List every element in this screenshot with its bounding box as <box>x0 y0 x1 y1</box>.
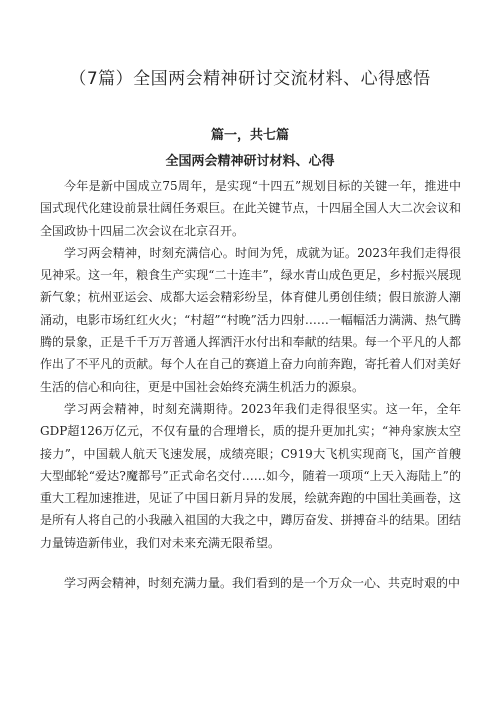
paragraph-confidence: 学习两会精神，时刻充满信心。时间为凭，成就为证。2023年我们走得很见神采。这一年，粮食生产实现“二十连丰”，绿水青山成色更足，乡村振兴展现新气象；杭州亚运会、成都大运会精彩纷呈，体育健儿勇创佳绩；假日旅游人潮涌动，电影市场红红火火；“村超”“村晚”活力四射……一幅幅活力满满、热气腾腾的景象，正是千千万万普通人挥洒汗水付出和奉献的结果。每一个平凡的人都作出了不平凡的贡献。每个人在自己的赛道上奋力向前奔跑，寄托着人们对美好生活的信心和向往，更是中国社会始终充满生机活力的源泉。 <box>40 245 461 394</box>
body-text <box>40 175 461 594</box>
document-title: （7篇）全国两会精神研讨交流材料、心得感悟 <box>69 69 431 89</box>
paragraph-strength: 学习两会精神，时刻充满力量。我们看到的是一个万众一心、共克时艰的中 <box>64 576 461 591</box>
section-heading: 篇一，共七篇 <box>210 128 289 143</box>
paragraph-expectation: 学习两会精神，时刻充满期待。2023年我们走得很坚实。这一年，全年GDP超126万亿元，不仅有量的合理增长，质的提升更加扎实；“神舟家族太空接力”，中国载人航天飞速发展，成绩亮眼；C919大飞机实现商飞，国产首艘大型邮轮“爱达?魔都号”正式命名交付……如今，随着一项项“上天入海陆上”的重大工程加速推进，见证了中国日新月异的发展，绘就奔跑的中国壮美画卷，这是所有人将自己的小我融入祖国的大我之中，蹲厉奋发、拼搏奋斗的结果。团结力量铸造新伟业，我们对未来充满无限希望。 <box>40 401 461 550</box>
section-subtitle: 全国两会精神研讨材料、心得 <box>165 154 335 169</box>
paragraph-intro: 今年是新中国成立75周年，是实现“十四五”规划目标的关键一年，推进中国式现代化建设前景壮阔任务艰巨。在此关键节点，十四届全国人大二次会议和全国政协十四届二次会议在北京召开。 <box>40 179 461 238</box>
